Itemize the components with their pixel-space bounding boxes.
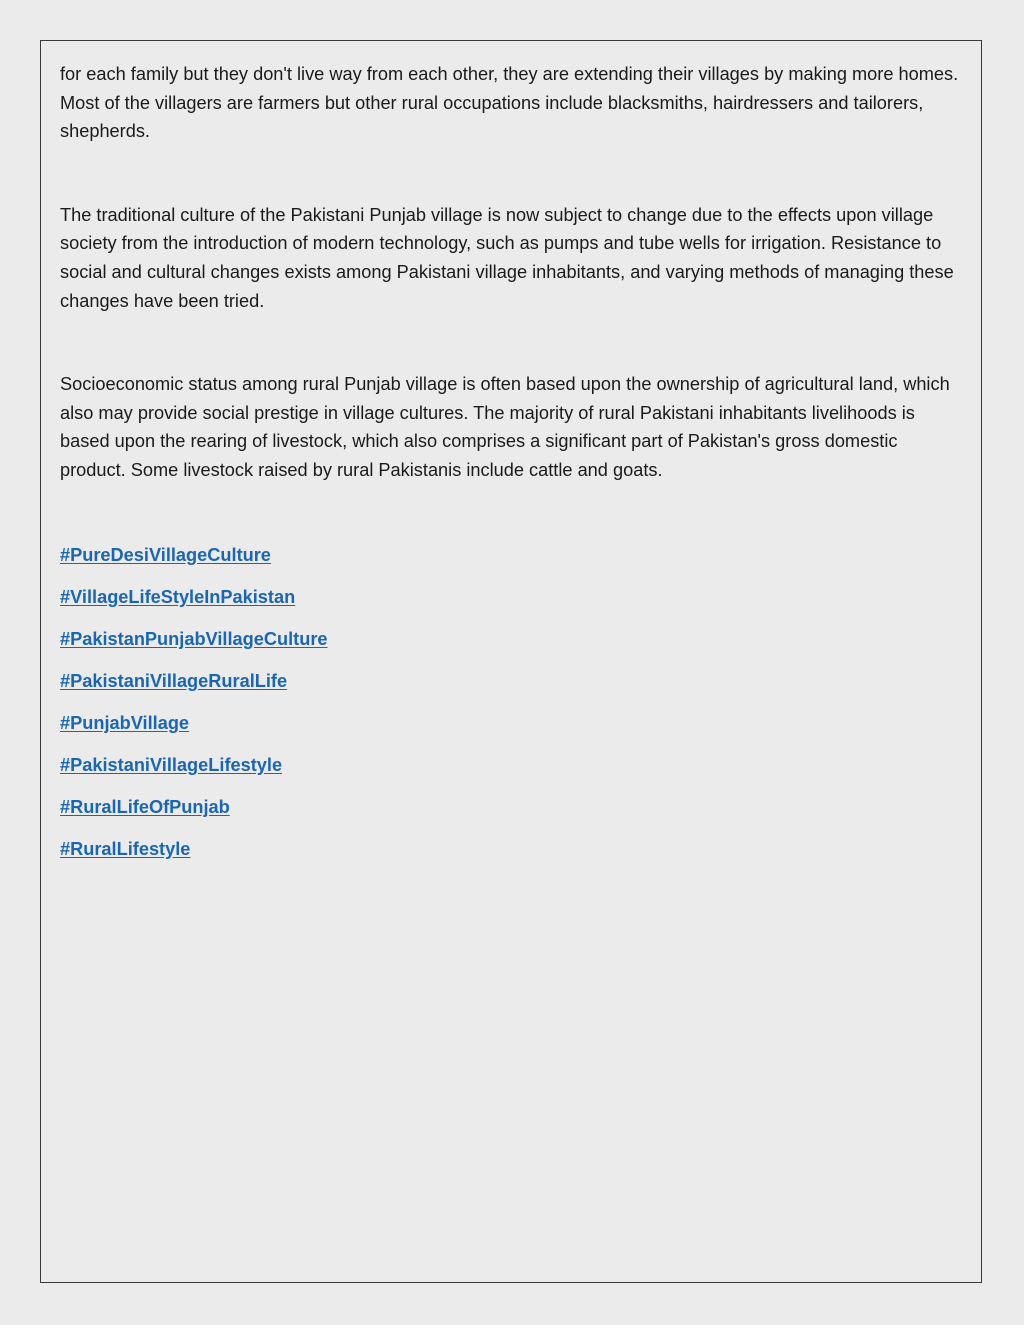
paragraph-occupations: for each family but they don't live way from each other, they are extending their villages by making more homes. Most of the villagers are farmers but other rural occupations include blacksmiths, hairdressers and tailorers, shepherds. <box>60 64 959 142</box>
hashtag-link[interactable]: #PakistaniVillageRuralLife <box>60 670 288 691</box>
hashtag-link[interactable]: #PunjabVillage <box>60 712 190 733</box>
hashtag-link[interactable]: #PureDesiVillageCulture <box>60 544 271 565</box>
paragraph-socioeconomic-status: Socioeconomic status among rural Punjab village is often based upon the ownership of agricultural land, which also may provide social prestige in village cultures. The majority of rural Pakistani inhabitants livelihoods is based upon the rearing of livestock, which also comprises a significant part of Pakistan's gross domestic product. Some livestock raised by rural Pakistanis include cattle and goats. <box>60 374 950 480</box>
hashtag-link[interactable]: #VillageLifeStyleInPakistan <box>60 586 296 607</box>
hashtag-link[interactable]: #RuralLifestyle <box>60 838 191 859</box>
document-body <box>60 60 965 877</box>
hashtag-link[interactable]: #RuralLifeOfPunjab <box>60 796 230 817</box>
hashtag-link[interactable]: #PakistaniVillageLifestyle <box>60 754 283 775</box>
hashtag-list <box>60 541 965 863</box>
paragraph-traditional-culture: The traditional culture of the Pakistani Punjab village is now subject to change due to the effects upon village society from the introduction of modern technology, such as pumps and tube wells for irrigation. Resistance to social and cultural changes exists among Pakistani village inhabitants, and varying methods of managing these changes have been tried. <box>60 204 954 311</box>
hashtag-link[interactable]: #PakistanPunjabVillageCulture <box>60 628 328 649</box>
